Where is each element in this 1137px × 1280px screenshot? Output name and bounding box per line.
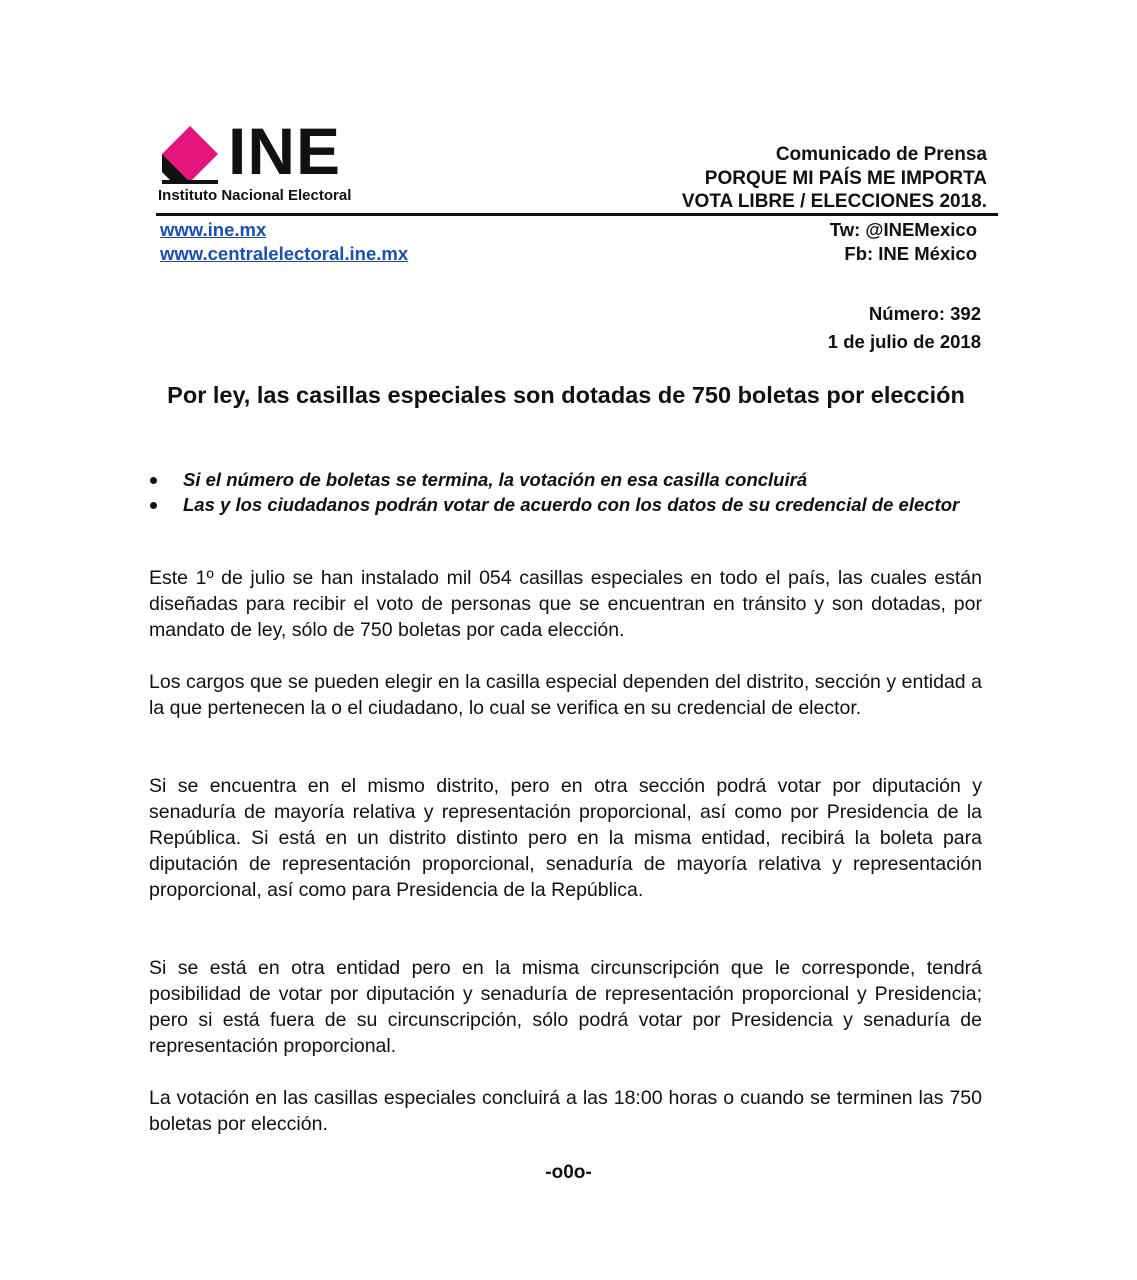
bullet-dot-icon [150, 502, 157, 509]
release-date: 1 de julio de 2018 [827, 331, 981, 352]
ine-logo [158, 114, 368, 208]
press-line-3: VOTA LIBRE / ELECCIONES 2018. [681, 191, 987, 212]
paragraph-1: Este 1º de julio se han instalado mil 054 casillas especiales en todo el país, las cuales están diseñadas para recibir el voto de personas que se encuentran en tránsito y son dotadas, por mandato de ley, sólo de 750 boletas por cada elección. [149, 567, 982, 641]
paragraph-4: Si se está en otra entidad pero en la misma circunscripción que le corresponde, tendrá posibilidad de votar por diputación y senaduría de representación proporcional y Presidencia; pero si está fuera de su circunscripción, sólo podrá votar por Presidencia y senaduría de representación proporcional. [149, 957, 982, 1057]
logo-subtitle: Instituto Nacional Electoral [158, 187, 352, 204]
press-line-2: PORQUE MI PAÍS ME IMPORTA [704, 167, 987, 189]
paragraph-3: Si se encuentra en el mismo distrito, pero en otra sección podrá votar por diputación y senaduría de mayoría relativa y representación proporcional, así como por Presidencia de la República. Si está en un distrito distinto pero en la misma entidad, recibirá la boleta para diputación de representación proporcional, senaduría de mayoría relativa y representación proporcional, así como para Presidencia de la República. [149, 775, 982, 901]
bullet-item [150, 467, 982, 492]
link-ine[interactable]: www.ine.mx [160, 219, 267, 240]
website-links [160, 218, 408, 266]
bullet-text: Las y los ciudadanos podrán votar de acuerdo con los datos de su credencial de elector [183, 494, 960, 515]
link-central-electoral[interactable]: www.centralelectoral.ine.mx [160, 243, 409, 264]
bullet-dot-icon [150, 477, 157, 484]
release-meta [828, 300, 981, 356]
closing-mark: -o0o- [545, 1162, 592, 1183]
paragraph-5: La votación en las casillas especiales concluirá a las 18:00 horas o cuando se terminen las 750 boletas por elección. [149, 1087, 982, 1135]
facebook-handle: Fb: INE México [844, 243, 977, 264]
logo-text: INE [228, 114, 342, 188]
bullet-item [150, 492, 982, 517]
paragraph-2: Los cargos que se pueden elegir en la casilla especial dependen del distrito, sección y entidad a la que pertenecen la o el ciudadano, lo cual se verifica en su credencial de elector. [149, 671, 982, 719]
bullet-text: Si el número de boletas se termina, la votación en esa casilla concluirá [183, 469, 808, 490]
press-line-1: Comunicado de Prensa [775, 144, 987, 165]
social-accounts [830, 218, 977, 266]
twitter-handle: Tw: @INEMexico [829, 219, 977, 240]
release-number: Número: 392 [868, 303, 981, 324]
ballot-diamond-icon [158, 122, 222, 186]
summary-bullets [150, 467, 982, 517]
header-divider [156, 213, 998, 216]
headline: Por ley, las casillas especiales son dotadas de 750 boletas por elección [167, 382, 965, 408]
press-heading [682, 143, 987, 214]
